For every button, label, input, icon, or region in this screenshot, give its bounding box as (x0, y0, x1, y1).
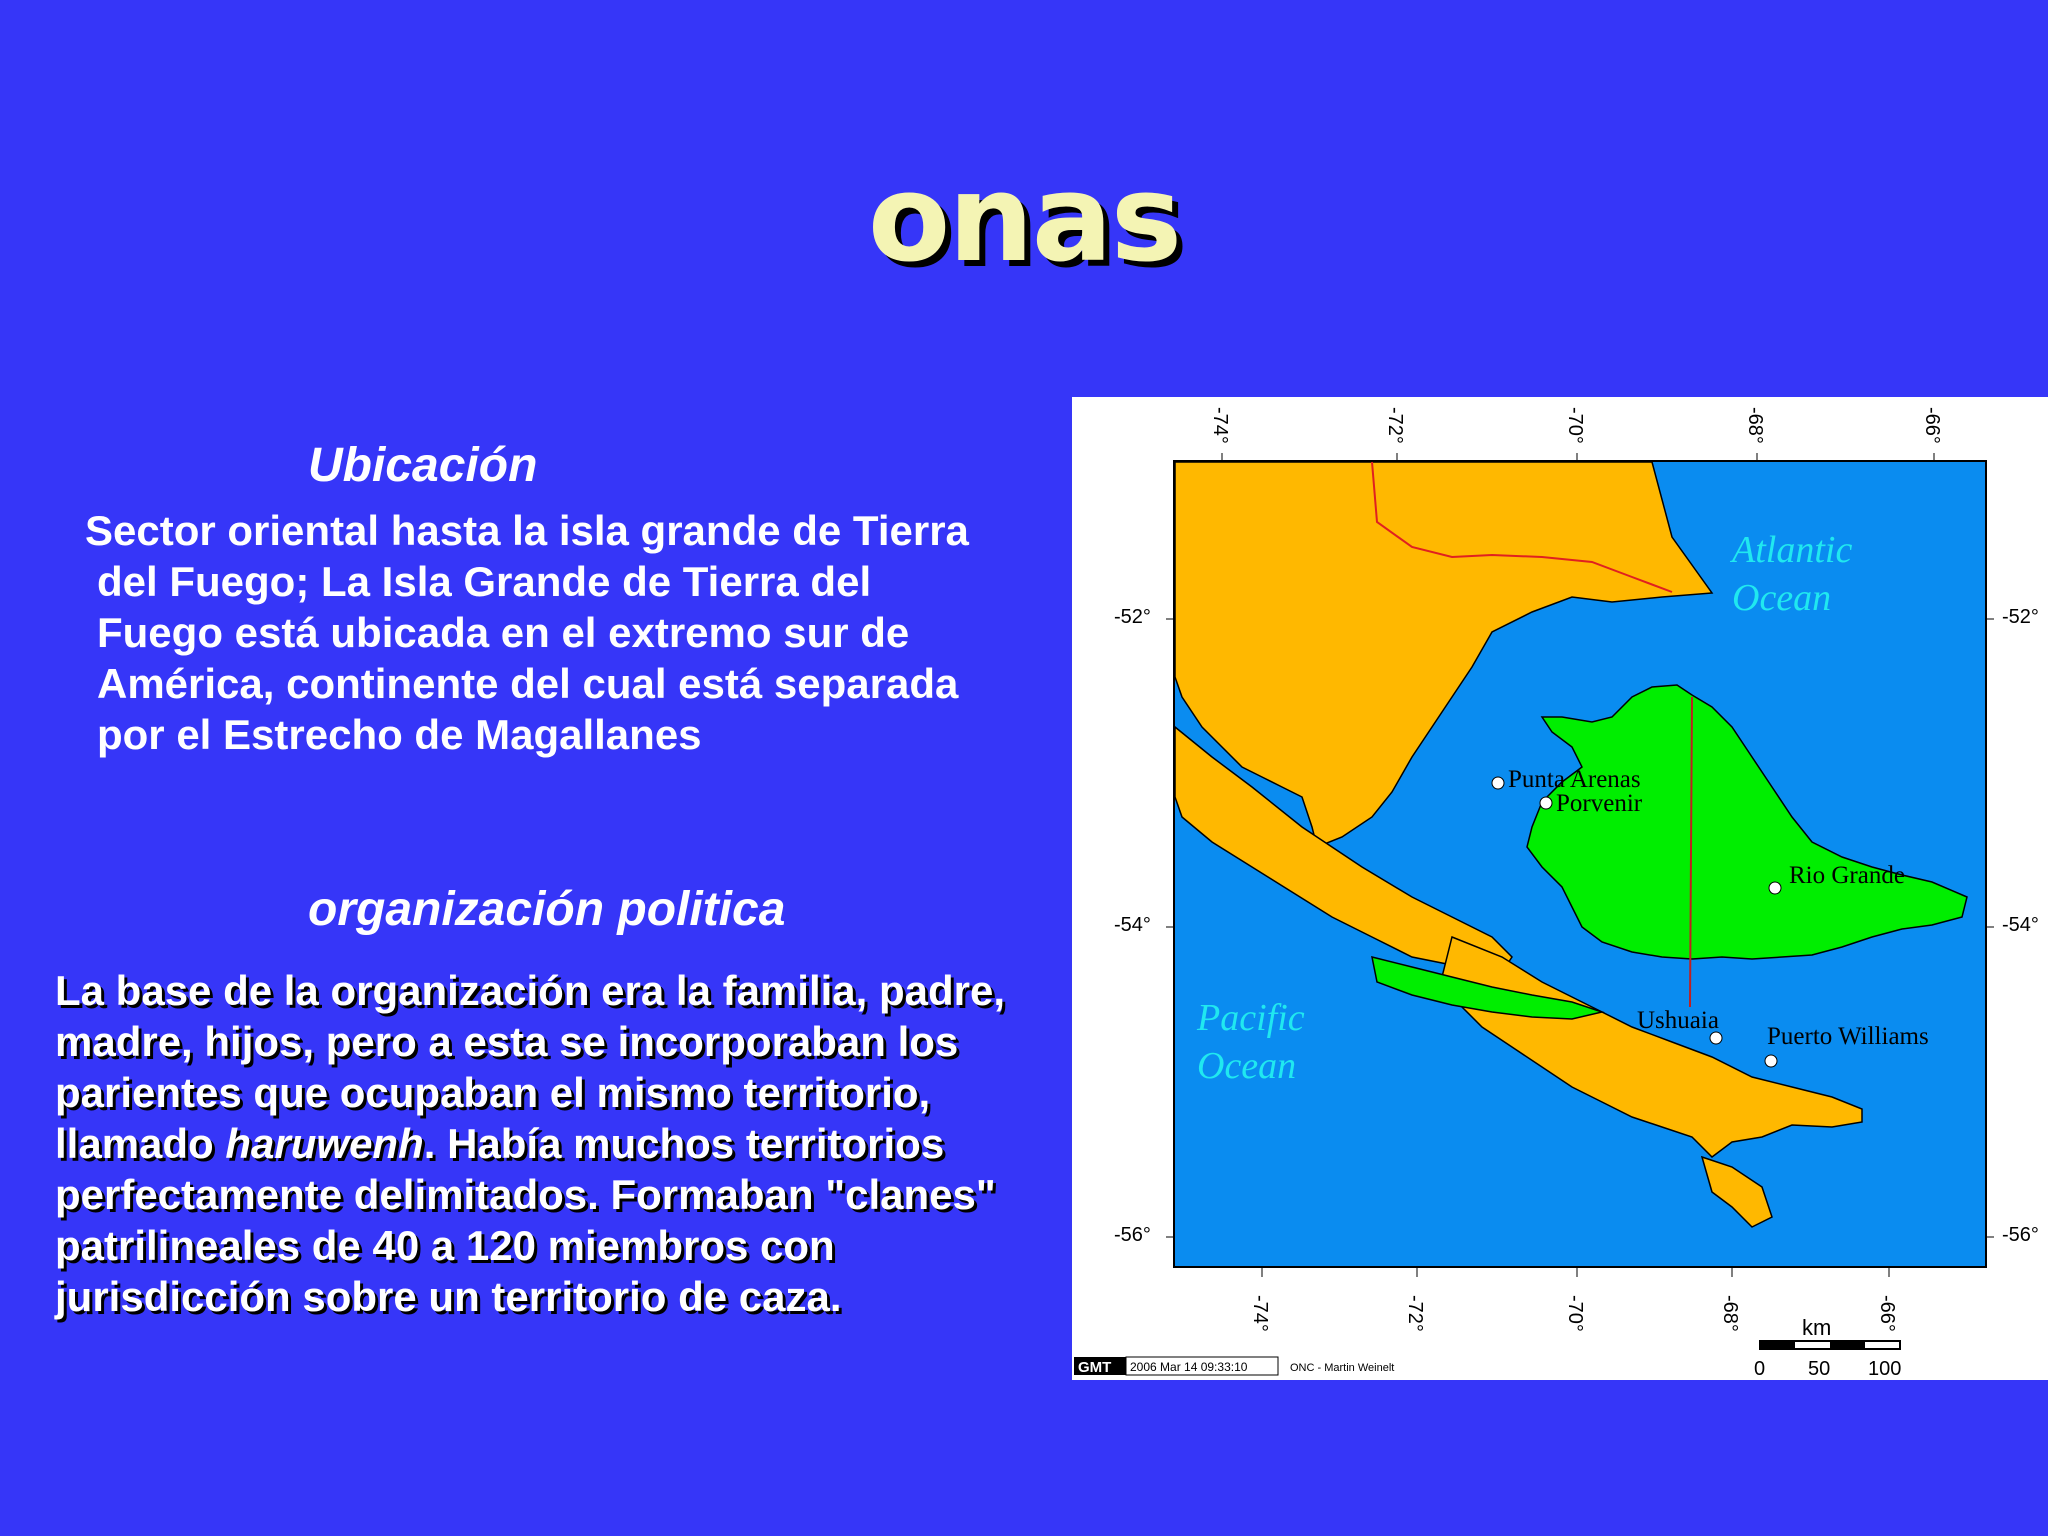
city-label-porvenir: Porvenir (1556, 790, 1643, 817)
bottom-tick-label: -68° (1719, 1295, 1741, 1332)
tierra-del-fuego-map (1072, 397, 2048, 1380)
top-tick-label: -72° (1384, 407, 1406, 444)
scale-tick-label: 0 (1754, 1358, 1766, 1380)
city-label-puerto-williams: Puerto Williams (1767, 1023, 1929, 1050)
bottom-tick-label: -74° (1249, 1295, 1271, 1332)
scale-bar-segment (1760, 1341, 1795, 1349)
ubicacion-line: por el Estrecho de Magallanes (97, 711, 702, 758)
bottom-tick-label: -72° (1404, 1295, 1426, 1332)
scale-unit-label: km (1802, 1315, 1832, 1340)
right-tick-label: -56° (2002, 1224, 2039, 1246)
section-heading-ubicacion: Ubicación (308, 439, 538, 492)
scale-tick-label: 50 (1808, 1358, 1831, 1380)
right-tick-label: -52° (2002, 606, 2039, 628)
city-marker (1492, 777, 1504, 789)
ubicacion-line: Sector oriental hasta la isla grande de Tierra (85, 507, 969, 554)
city-label-ushuaia: Ushuaia (1637, 1007, 1719, 1034)
city-marker (1765, 1055, 1777, 1067)
organizacion-term: haruwenh (225, 1120, 424, 1167)
top-tick-label: -74° (1209, 407, 1231, 444)
right-tick-label: -54° (2002, 914, 2039, 936)
map-credit: ONC - Martin Weinelt (1290, 1362, 1395, 1374)
bottom-tick-label: -70° (1564, 1295, 1586, 1332)
city-marker (1769, 882, 1781, 894)
pacific-label-2: Ocean (1197, 1045, 1297, 1087)
scale-tick-label: 100 (1868, 1358, 1902, 1380)
ubicacion-line: del Fuego; La Isla Grande de Tierra del (97, 558, 872, 605)
top-tick-label: -70° (1564, 407, 1586, 444)
slide-title: onas (867, 150, 1181, 289)
gmt-logo: GMT (1078, 1359, 1112, 1376)
map-timestamp: 2006 Mar 14 09:33:10 (1130, 1360, 1248, 1374)
bottom-tick-label: -66° (1876, 1295, 1898, 1332)
city-label-rio-grande: Rio Grande (1789, 862, 1905, 889)
atlantic-label-2: Ocean (1732, 577, 1832, 619)
left-tick-label: -56° (1114, 1224, 1151, 1246)
section-heading-organizacion: organización politica (308, 883, 786, 936)
ubicacion-line: Fuego está ubicada en el extremo sur de (97, 609, 910, 656)
left-tick-label: -52° (1114, 606, 1151, 628)
ubicacion-line: América, continente del cual está separada (97, 660, 959, 707)
pacific-label: Pacific (1197, 997, 1305, 1039)
scale-bar-segment (1830, 1341, 1865, 1349)
top-tick-label: -66° (1921, 407, 1943, 444)
atlantic-label: Atlantic (1732, 529, 1853, 571)
city-label-punta-arenas: Punta Arenas (1508, 766, 1641, 793)
organizacion-text-end: . Había muchos territorios perfectamente delimitados. Formaban "clanes" patrilineales de 40 a 120 miembros con jurisdicción sobre un territorio de caza. (55, 1120, 996, 1320)
left-tick-label: -54° (1114, 914, 1151, 936)
organizacion-paragraph (55, 965, 1065, 1322)
organizacion-text: La base de la organización era la familia, padre, madre, hijos, pero a esta se incorporaban los parientes que ocupaban el mismo territorio, llamado (55, 967, 1006, 1167)
top-tick-label: -68° (1744, 407, 1766, 444)
city-marker (1540, 797, 1552, 809)
map-svg (1072, 397, 2048, 1380)
ubicacion-paragraph (85, 505, 1065, 760)
